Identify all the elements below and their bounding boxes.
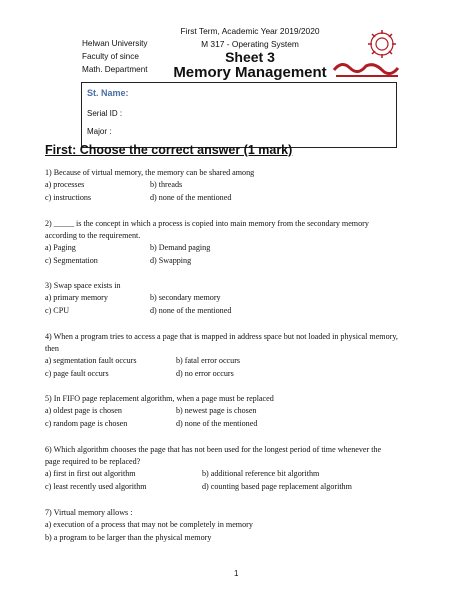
- university-name: Helwan University: [82, 39, 148, 48]
- page-number: 1: [234, 569, 239, 578]
- q7-option-b: b) a program to be larger than the physical memory: [45, 533, 212, 542]
- q6-option-c: c) least recently used algorithm: [45, 482, 147, 491]
- q5-option-b: b) newest page is chosen: [176, 406, 257, 415]
- q2-option-c: c) Segmentation: [45, 256, 98, 265]
- sheet-number: Sheet 3: [225, 49, 275, 65]
- q3-option-d: d) none of the mentioned: [150, 306, 232, 315]
- q6-option-b: b) additional reference bit algorithm: [202, 469, 320, 478]
- question-6: 6) Which algorithm chooses the page that has not been used for the longest period of time whenever the: [45, 445, 382, 454]
- question-2: 2) _____ is the concept in which a process is copied into main memory from the secondary memory: [45, 219, 369, 228]
- q2-option-b: b) Demand paging: [150, 243, 211, 252]
- q6-option-a: a) first in first out algorithm: [45, 469, 136, 478]
- q3-option-c: c) CPU: [45, 306, 70, 315]
- question-4: 4) When a program tries to access a page that is mapped in address space but not loaded in physical memory,: [45, 332, 398, 341]
- q4-option-c: c) page fault occurs: [45, 369, 109, 378]
- q4-option-d: d) no error occurs: [176, 369, 234, 378]
- question-7: 7) Virtual memory allows :: [45, 508, 133, 517]
- q3-option-b: b) secondary memory: [150, 293, 221, 302]
- q1-option-d: d) none of the mentioned: [150, 193, 232, 202]
- major-label: Major :: [87, 127, 112, 136]
- student-info-box: [81, 82, 397, 148]
- q5-option-d: d) none of the mentioned: [176, 419, 258, 428]
- q5-option-a: a) oldest page is chosen: [45, 406, 122, 415]
- q4-option-a: a) segmentation fault occurs: [45, 356, 137, 365]
- q6-option-d: d) counting based page replacement algorithm: [202, 482, 352, 491]
- q2-option-d: d) Swapping: [150, 256, 192, 265]
- header-term: First Term, Academic Year 2019/2020: [180, 26, 320, 36]
- question-5: 5) In FIFO page replacement algorithm, when a page must be replaced: [45, 394, 274, 403]
- question-2-cont: according to the requirement.: [45, 231, 141, 240]
- section-title: First: Choose the correct answer (1 mark): [45, 143, 293, 157]
- q4-option-b: b) fatal error occurs: [176, 356, 241, 365]
- q7-option-a: a) execution of a process that may not be completely in memory: [45, 520, 253, 529]
- q1-option-a: a) processes: [45, 180, 85, 189]
- page-title: Memory Management: [173, 64, 327, 81]
- question-3: 3) Swap space exists in: [45, 281, 121, 290]
- question-1: 1) Because of virtual memory, the memory can be shared among: [45, 168, 255, 177]
- student-name-label: St. Name:: [87, 88, 129, 98]
- q2-option-a: a) Paging: [45, 243, 76, 252]
- faculty-name: Faculty of since: [82, 52, 139, 61]
- q1-option-c: c) instructions: [45, 193, 92, 202]
- q3-option-a: a) primary memory: [45, 293, 108, 302]
- q5-option-c: c) random page is chosen: [45, 419, 128, 428]
- department-name: Math. Department: [82, 65, 148, 74]
- question-6-cont: page required to be replaced?: [45, 457, 141, 466]
- serial-id-label: Serial ID :: [87, 109, 123, 118]
- university-logo: [332, 26, 402, 82]
- header-course: M 317 - Operating System: [201, 39, 299, 49]
- question-4-cont: then: [45, 344, 59, 353]
- q1-option-b: b) threads: [150, 180, 183, 189]
